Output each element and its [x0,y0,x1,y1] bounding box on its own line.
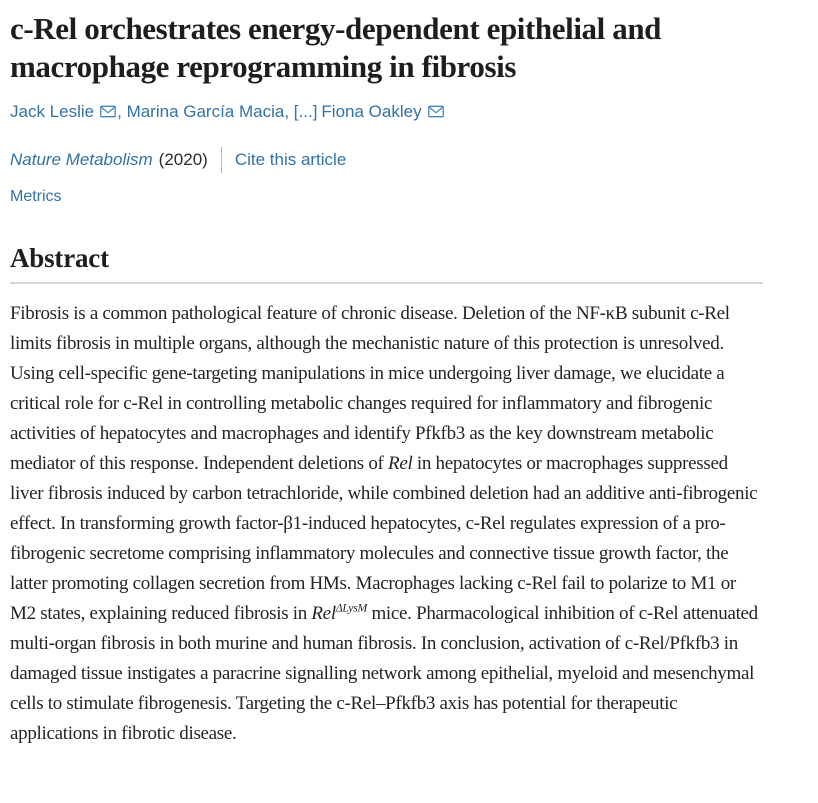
page-title: c-Rel orchestrates energy-dependent epithelial and macrophage reprogramming in fibrosis [10,11,661,84]
metrics-link[interactable]: Metrics [10,188,62,205]
email-icon[interactable] [428,102,444,124]
abstract-heading: Abstract [10,243,109,273]
journal-link[interactable]: Nature Metabolism [10,150,153,169]
publication-year: (2020) [158,150,208,169]
author-link-marina-garcia-macia[interactable]: Marina García Macia [126,102,285,121]
journal-meta-row [10,147,763,173]
abstract-paragraph: Fibrosis is a common pathological feature of chronic disease. Deletion of the NF-κB subunit c-Rel limits fibrosis in multiple organs, although the mechanistic nature of this protection is unresolved. Using cell-specific gene-targeting manipulations in mice undergoing liver damage, we elucidate a critical role for c-Rel in controlling metabolic changes required for inflammatory and fibrogenic activities of hepatocytes and macrophages and identify Pfkfb3 as the key downstream metabolic mediator of this response. Independent deletions of Rel in hepatocytes or macrophages suppressed liver fibrosis induced by carbon tetrachloride, while combined deletion had an additive anti-fibrogenic effect. In transforming growth factor-β1-induced hepatocytes, c-Rel regulates expression of a pro-fibrogenic secretome comprising inflammatory molecules and connective tissue growth factor, the latter promoting collagen secretion from HMs. Macrophages lacking c-Rel fail to polarize to M1 or M2 states, explaining reduced fibrosis in Rel$^{\Delta LysM}$ mice. Pharmacological inhibition of c-Rel attenuated multi-organ fibrosis in both murine and human fibrosis. In conclusion, activation of c-Rel/Pfkfb3 in damaged tissue instigates a paracrine signalling network among epithelial, myeloid and mesenchymal cells to stimulate fibrogenesis. Targeting the c-Rel–Pfkfb3 axis has potential for therapeutic applications in fibrotic disease. [10,303,758,744]
cite-this-article-link[interactable]: Cite this article [234,150,347,169]
author-separator: , [284,102,294,121]
author-link-jack-leslie[interactable]: Jack Leslie [10,102,95,121]
article-content [10,10,763,749]
author-link-fiona-oakley[interactable]: Fiona Oakley [321,102,422,121]
section-divider-rule [10,282,763,284]
metrics-row [10,187,763,206]
author-byline [10,101,763,124]
email-icon[interactable] [100,102,116,124]
author-separator: , [117,102,127,121]
author-list-expander[interactable]: [...] [293,102,318,121]
vertical-divider [221,147,222,173]
